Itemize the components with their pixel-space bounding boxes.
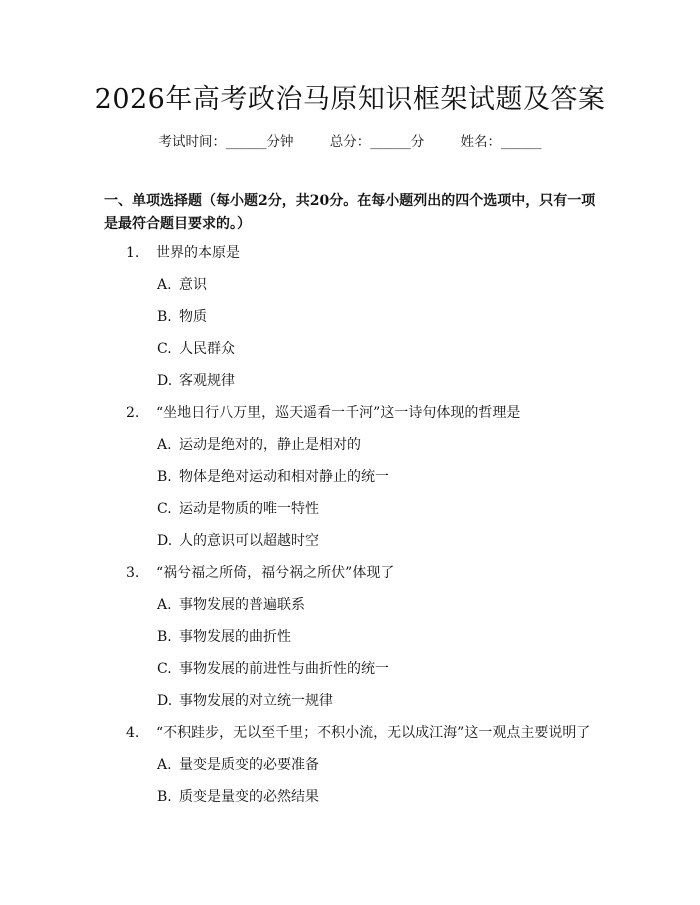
option-text: 质变是量变的必然结果	[179, 789, 319, 805]
option-letter: D.	[157, 693, 173, 709]
option-2c	[157, 499, 319, 519]
option-4a	[157, 755, 319, 775]
option-2d	[157, 531, 319, 551]
option-letter: C.	[157, 501, 172, 517]
option-text: 运动是物质的唯一特性	[179, 501, 319, 517]
option-text: 物质	[179, 309, 207, 325]
option-3a	[157, 595, 305, 615]
option-text: 事物发展的对立统一规律	[179, 693, 333, 709]
option-letter: A.	[157, 437, 172, 453]
question-stem: 世界的本原是	[156, 245, 240, 261]
option-letter: B.	[157, 629, 172, 645]
option-letter: B.	[157, 309, 172, 325]
option-letter: A.	[157, 277, 172, 293]
option-1c	[157, 339, 235, 359]
option-letter: B.	[157, 469, 172, 485]
option-text: 事物发展的前进性与曲折性的统一	[179, 661, 389, 677]
option-letter: A.	[157, 757, 172, 773]
question-2	[126, 403, 520, 423]
question-stem: “坐地日行八万里，巡天遥看一千河”这一诗句体现的哲理是	[156, 405, 521, 421]
section-heading: 一、单项选择题（每小题2分，共20分。在每小题列出的四个选项中，只有一项是最符合题目要求的。）	[104, 193, 596, 232]
option-letter: D.	[157, 373, 173, 389]
total-score-field: 总分：______分	[329, 134, 425, 150]
option-text: 事物发展的普遍联系	[179, 597, 305, 613]
student-name-field: 姓名：______	[460, 134, 542, 150]
option-letter: C.	[157, 661, 172, 677]
option-text: 物体是绝对运动和相对静止的统一	[179, 469, 389, 485]
option-1d	[157, 371, 235, 391]
option-3d	[157, 691, 333, 711]
question-3	[126, 563, 394, 583]
question-number: 2.	[126, 405, 140, 421]
question-number: 4.	[126, 725, 140, 741]
option-text: 人的意识可以超越时空	[179, 533, 319, 549]
document-title: 2026年高考政治马原知识框架试题及答案	[94, 84, 606, 115]
option-3c	[157, 659, 389, 679]
option-letter: B.	[157, 789, 172, 805]
question-number: 3.	[126, 565, 140, 581]
exam-time-field: 考试时间：______分钟	[158, 134, 294, 150]
option-1a	[157, 275, 207, 295]
option-text: 量变是质变的必要准备	[179, 757, 319, 773]
option-4b	[157, 787, 319, 807]
option-letter: D.	[157, 533, 173, 549]
option-text: 客观规律	[179, 373, 235, 389]
question-number: 1.	[126, 245, 140, 261]
option-3b	[157, 627, 291, 647]
question-stem: “不积跬步，无以至千里；不积小流，无以成江海”这一观点主要说明了	[156, 725, 591, 741]
option-1b	[157, 307, 207, 327]
option-2b	[157, 467, 389, 487]
exam-meta	[0, 132, 700, 152]
option-letter: A.	[157, 597, 172, 613]
question-4	[126, 723, 590, 743]
question-1	[126, 243, 240, 263]
option-2a	[157, 435, 361, 455]
option-text: 人民群众	[179, 341, 235, 357]
question-stem: “祸兮福之所倚，福兮祸之所伏”体现了	[156, 565, 395, 581]
option-text: 事物发展的曲折性	[179, 629, 291, 645]
option-letter: C.	[157, 341, 172, 357]
option-text: 运动是绝对的，静止是相对的	[179, 437, 361, 453]
option-text: 意识	[179, 277, 207, 293]
